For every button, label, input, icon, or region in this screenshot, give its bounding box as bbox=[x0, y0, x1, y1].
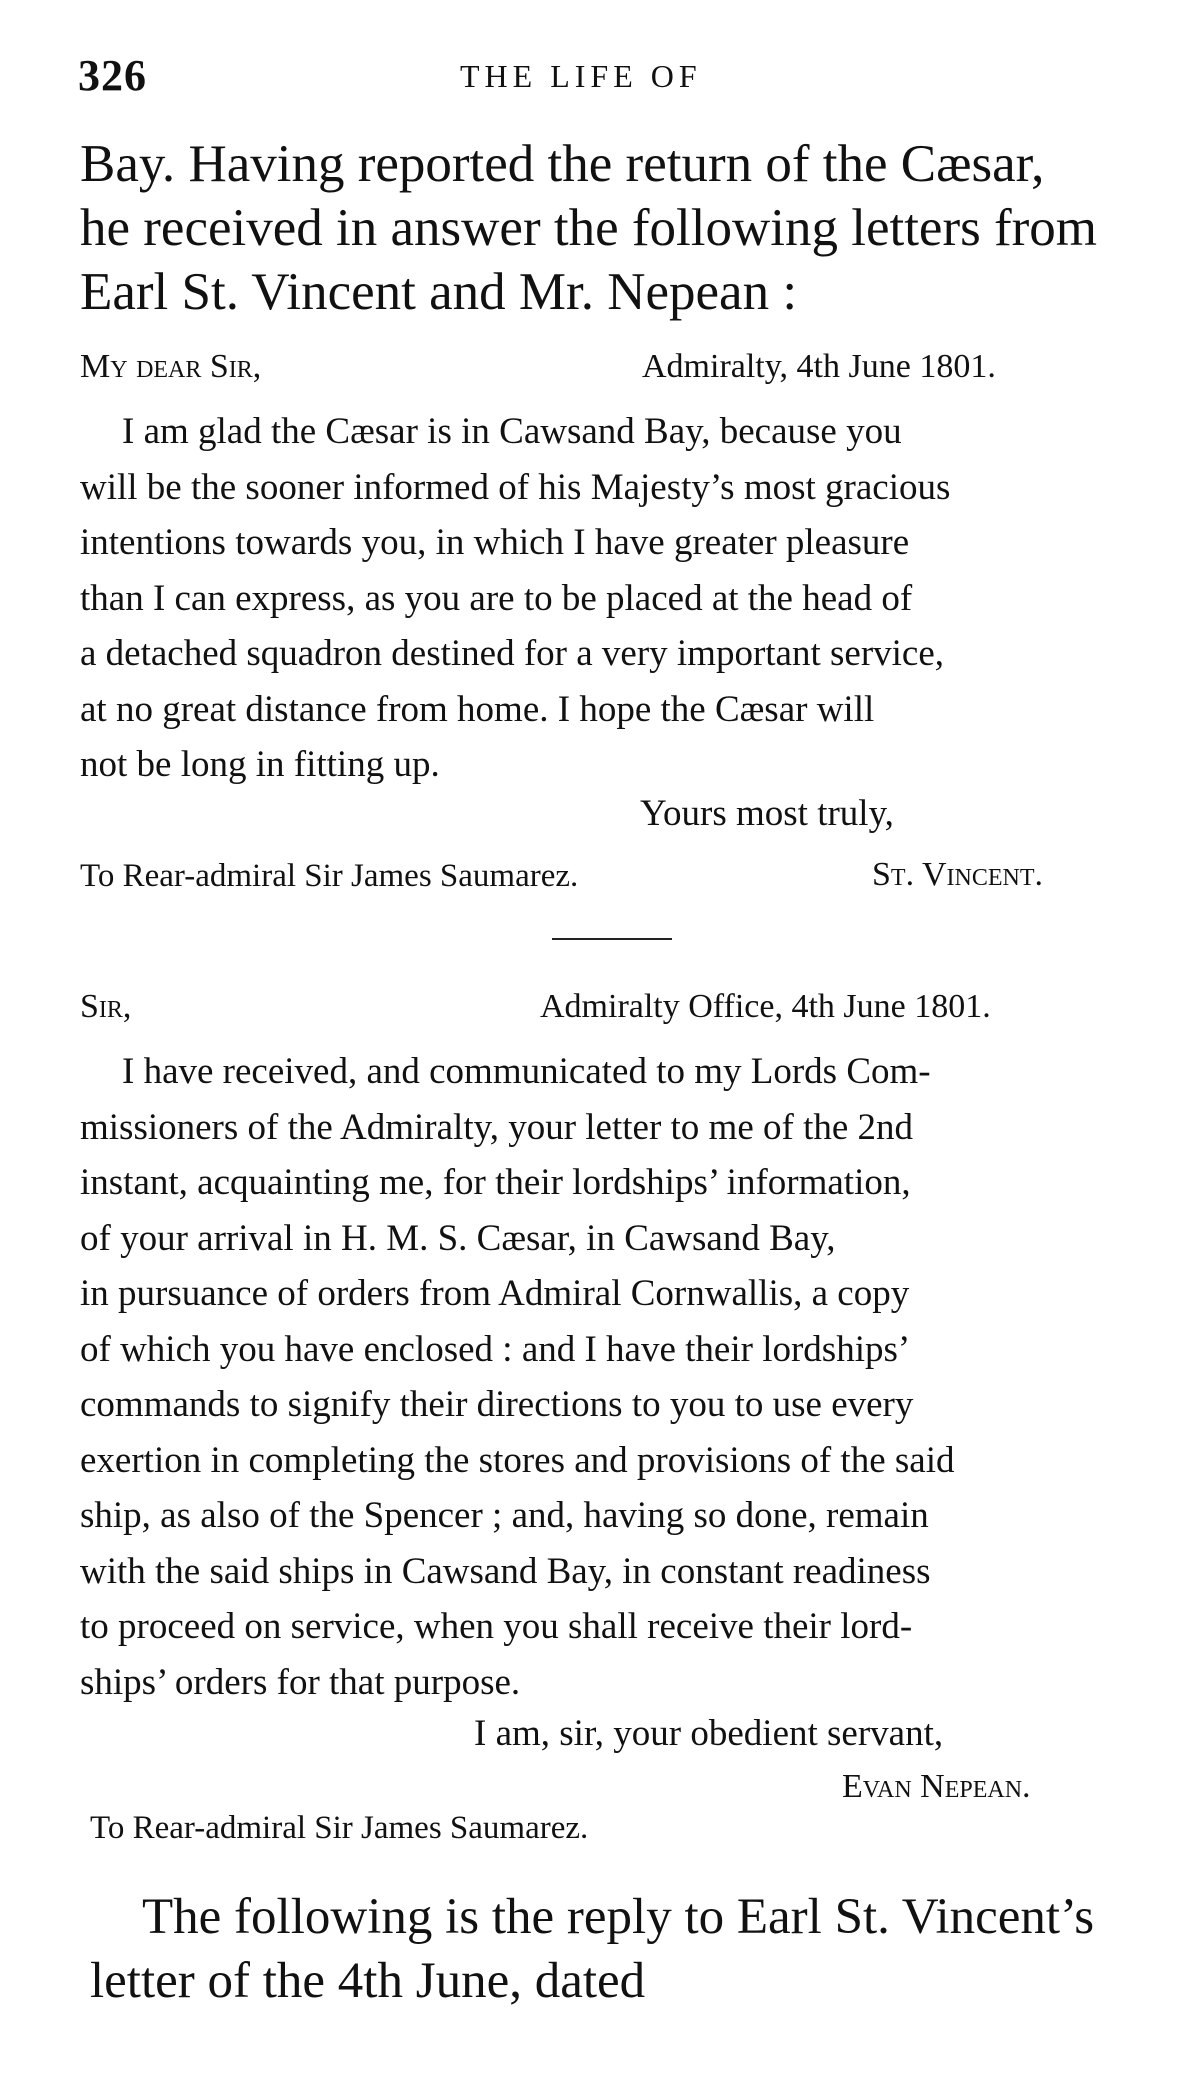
letter2-line: to proceed on service, when you shall receive their lord- bbox=[80, 1606, 913, 1647]
letter1-line: at no great distance from home. I hope the Cæsar will bbox=[80, 688, 875, 730]
section-divider bbox=[552, 938, 672, 940]
intro-line bbox=[80, 196, 1140, 260]
letter1-place-date: Admiralty, 4th June 1801. bbox=[642, 348, 996, 385]
letter2-line: I have received, and communicated to my Lords Com- bbox=[122, 1051, 931, 1092]
word: of bbox=[765, 135, 810, 193]
letter1-line: I am glad the Cæsar is in Cawsand Bay, because you bbox=[122, 411, 902, 452]
letter2-line: exertion in completing the stores and provisions of the said bbox=[80, 1439, 955, 1481]
intro-line bbox=[80, 132, 1140, 196]
outro-paragraph bbox=[90, 1885, 1150, 2013]
word: following bbox=[631, 199, 838, 257]
letter1-closing: Yours most truly, bbox=[640, 793, 894, 834]
word: in bbox=[336, 199, 378, 257]
word: reported bbox=[357, 135, 535, 193]
intro-line: Earl St. Vincent and Mr. Nepean : bbox=[80, 263, 798, 321]
letter1-line: not be long in fitting up. bbox=[80, 744, 440, 785]
letter2-line: missioners of the Admiralty, your letter to me of the 2nd bbox=[80, 1106, 914, 1148]
word: Having bbox=[188, 135, 345, 193]
word: he bbox=[80, 199, 131, 257]
letter1-line: a detached squadron destined for a very important service, bbox=[80, 633, 945, 674]
letter2-line: ship, as also of the Spencer ; and, having so done, remain bbox=[80, 1495, 929, 1536]
outro-line: letter of the 4th June, dated bbox=[90, 1953, 646, 2009]
word: the bbox=[553, 199, 619, 257]
page-number: 326 bbox=[78, 51, 147, 100]
letter2-line: with the said ships in Cawsand Bay, in constant readiness bbox=[80, 1550, 931, 1592]
letter2-addressee: To Rear-admiral Sir James Saumarez. bbox=[90, 1810, 589, 1846]
word: Bay. bbox=[80, 135, 176, 193]
letter2-line: instant, acquainting me, for their lordships’ information, bbox=[80, 1162, 911, 1203]
letter1-body bbox=[80, 404, 1130, 793]
letter1-line: will be the sooner informed of his Majesty’s most gracious bbox=[80, 466, 951, 508]
letter2-salutation: Sir, bbox=[80, 988, 132, 1025]
word: return bbox=[625, 135, 753, 193]
letter1-line: intentions towards you, in which I have greater pleasure bbox=[80, 522, 910, 563]
intro-paragraph bbox=[80, 132, 1140, 324]
letter2-line: in pursuance of orders from Admiral Cornwallis, a copy bbox=[80, 1273, 910, 1314]
letter1-line: than I can express, as you are to be placed at the head of bbox=[80, 577, 913, 619]
outro-line: The following is the reply to Earl St. Vincent’s bbox=[142, 1889, 1095, 1945]
word: answer bbox=[390, 199, 541, 257]
letter2-line: ships’ orders for that purpose. bbox=[80, 1661, 521, 1703]
letter2-closing: I am, sir, your obedient servant, bbox=[474, 1713, 944, 1754]
letter1-addressee: To Rear-admiral Sir James Saumarez. bbox=[80, 858, 579, 894]
word: letters bbox=[851, 199, 981, 257]
letter1-signature: St. Vincent. bbox=[872, 856, 1043, 893]
letter2-line: of your arrival in H. M. S. Cæsar, in Cawsand Bay, bbox=[80, 1217, 836, 1259]
running-head: THE LIFE OF bbox=[460, 58, 702, 94]
letter2-place-date: Admiralty Office, 4th June 1801. bbox=[540, 988, 991, 1025]
word: received bbox=[143, 199, 323, 257]
letter2-body bbox=[80, 1044, 1130, 1710]
letter1-salutation: My dear Sir, bbox=[80, 348, 262, 385]
letter2-signature: Evan Nepean. bbox=[842, 1768, 1031, 1805]
letter2-line: of which you have enclosed : and I have their lordships’ bbox=[80, 1328, 911, 1370]
letter2-line: commands to signify their directions to you to use every bbox=[80, 1384, 914, 1425]
word: the bbox=[547, 135, 613, 193]
word: from bbox=[993, 199, 1097, 257]
word: the bbox=[822, 135, 888, 193]
word: Cæsar, bbox=[900, 135, 1045, 193]
